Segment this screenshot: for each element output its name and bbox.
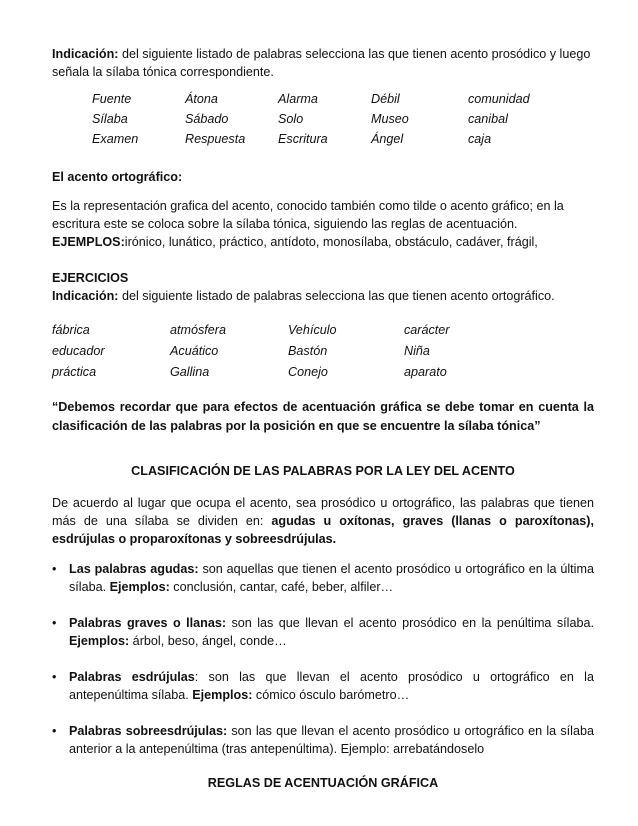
term: Palabras graves o llanas: [69,616,227,630]
bullet-icon: • [52,670,57,684]
word: Bastón [288,344,328,358]
clasificacion-heading: CLASIFICACIÓN DE LAS PALABRAS POR LA LEY DEL ACENTO [131,464,515,478]
word: Sílaba [92,112,128,126]
clasificacion-types: agudas u oxítonas, graves (llanas o paroxítonas), esdrújulas o proparoxítonas y sobreesdrújulas. [52,514,594,546]
ejercicios-heading: EJERCICIOS [52,271,129,285]
list-item-sobreesdrujulas [52,722,594,758]
clasificacion-intro: De acuerdo al lugar que ocupa el acento, sea prosódico u ortográfico, las palabras que tienen más de una sílaba se dividen en: [52,496,594,528]
definition: son aquellas que tienen el acento prosódico u ortográfico en la última sílaba. [69,562,594,594]
list-item-agudas [52,560,594,596]
list-item-esdrujulas [52,668,594,704]
word: Conejo [288,365,328,379]
word: Vehículo [288,323,337,337]
ejemplos-text: irónico, lunático, práctico, antídoto, monosílaba, obstáculo, cadáver, frágil, [124,235,538,249]
word: Escritura [278,132,328,146]
definition: : son las que llevan el acento prosódico u ortográfico en la antepenúltima sílaba. [69,670,594,702]
ejemplos-text: conclusión, cantar, café, beber, alfiler… [169,580,394,594]
indicacion-text: del siguiente listado de palabras selecciona las que tienen acento ortográfico. [118,289,555,303]
acento-ortografico-paragraph [52,197,594,251]
acento-ortografico-heading: El acento ortográfico: [52,170,183,184]
word: caja [468,132,492,146]
indicacion-paragraph [52,45,594,81]
word: aparato [404,365,447,379]
word: Acuático [170,344,219,358]
definition: son las que llevan el acento prosódico u ortográfico en la sílaba anterior a la antepenúltima (tras antepenúltima). Ejemplo: arrebatándoselo [69,724,594,756]
clasificacion-paragraph [52,494,594,548]
list-item-graves [52,614,594,650]
word-table-prosodico [92,92,594,146]
word: carácter [404,323,450,337]
word: Ángel [371,132,404,146]
indicacion-text: del siguiente listado de palabras selecciona las que tienen acento prosódico y luego señala la sílaba tónica correspondiente. [52,47,591,79]
word: fábrica [52,323,90,337]
word: atmósfera [170,323,226,337]
ejercicios-indicacion [52,287,594,305]
word: Examen [92,132,139,146]
word: Museo [371,112,409,126]
word: canibal [468,112,508,126]
bullet-icon: • [52,616,57,630]
indicacion-label: Indicación: [52,289,119,303]
ejemplos-label: Ejemplos: [109,580,170,594]
ejemplos-text: cómico ósculo barómetro… [252,688,410,702]
word: Solo [278,112,304,126]
word: práctica [52,365,97,379]
word: Fuente [92,92,132,106]
term: Las palabras agudas: [69,562,199,576]
ejemplos-label: Ejemplos: [192,688,253,702]
word: Átona [185,92,218,106]
word: Alarma [278,92,318,106]
word: Débil [371,92,400,106]
quote-paragraph: “Debemos recordar que para efectos de acentuación gráfica se debe tomar en cuenta la clasificación de las palabras por la posición en que se encuentre la sílaba tónica” [52,400,594,433]
definition: son las que llevan el acento prosódico en la penúltima sílaba. [226,616,594,630]
ejemplos-label: EJEMPLOS: [52,235,125,249]
word: Sábado [185,112,229,126]
word: educador [52,344,105,358]
word-table-ortografico [52,323,594,379]
reglas-heading: REGLAS DE ACENTUACIÓN GRÁFICA [207,776,439,790]
ejemplos-label: Ejemplos: [69,634,130,648]
word: Gallina [170,365,210,379]
word: Respuesta [185,132,246,146]
indicacion-label: Indicación: [52,47,119,61]
bullet-icon: • [52,724,57,738]
bullet-icon: • [52,562,57,576]
term: Palabras sobreesdrújulas: [69,724,228,738]
definition-text: Es la representación grafica del acento, conocido también como tilde o acento gráfico; en la escritura este se coloca sobre la sílaba tónica, siguiendo las reglas de acentuación. [52,199,564,231]
ejemplos-text: árbol, beso, ángel, conde… [129,634,287,648]
word-type-list [52,560,594,758]
word: comunidad [468,92,530,106]
term: Palabras esdrújulas [69,670,195,684]
word: Niña [404,344,430,358]
